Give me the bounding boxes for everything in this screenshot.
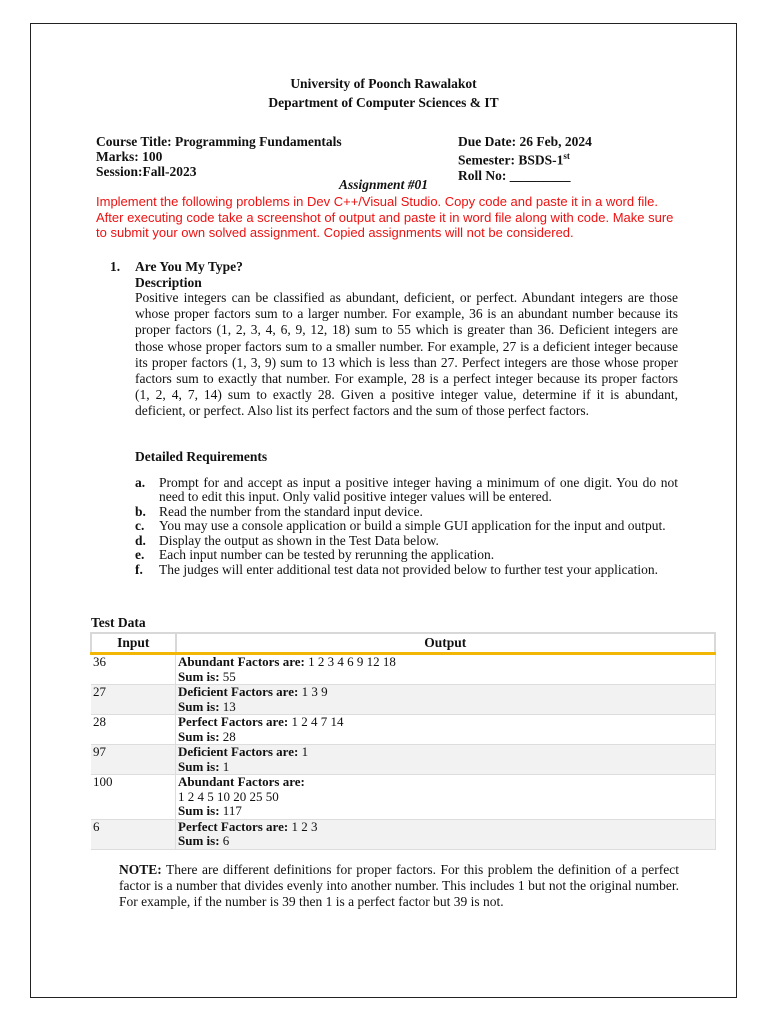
output-cell xyxy=(176,819,716,849)
session: Session:Fall-2023 xyxy=(96,164,197,179)
semester: Semester: BSDS-1st xyxy=(458,151,570,168)
sum-label: Sum is: xyxy=(178,668,220,684)
list-item: a. Prompt for and accept as input a positive integer having a minimum of one digit. You do not need to edit this input. Only valid positive integer values will be entered. xyxy=(135,475,678,504)
sum-label: Sum is: xyxy=(178,758,220,774)
requirements-list xyxy=(135,476,678,577)
input-cell: 100 xyxy=(91,775,176,820)
course-info-right xyxy=(458,134,592,183)
factor-label: Deficient Factors are: xyxy=(178,744,299,759)
sum-value: 117 xyxy=(222,803,242,818)
sum-value: 28 xyxy=(222,728,236,744)
note: NOTE: There are different definitions for proper factors. For this problem the definition of a perfect factor is a number that divides evenly into another number. This includes 1 but not the original number. For example, if the number is 39 then 1 is a perfect factor but 39 is not. xyxy=(119,862,679,909)
input-cell: 36 xyxy=(91,654,176,685)
factor-list: 1 2 4 5 10 20 25 50 xyxy=(178,788,279,804)
factor-label: Perfect Factors are: xyxy=(178,714,289,729)
output-cell xyxy=(176,715,716,745)
problem-description: Positive integers can be classified as abundant, deficient, or perfect. Abundant integers are those whose proper factors sum to a larger number. For example, 36 is an abundant number because its proper factors (1, 2, 3, 4, 6, 9, 12, 18) sum to 55 which is greater than 36. Deficient integers are those whose proper factors sum to a smaller number. For example, 27 is a deficient integer because its proper factors (1, 3, 9) sum to 13 which is less than 27. Perfect integers are those whose proper factors sum to exactly that number. For example, 28 is a perfect integer because its proper factors (1, 2, 4, 7, 14) sum to exactly 28. Given a positive integer value, determine if it is abundant, deficient, or perfect. Also list its perfect factors and the sum of those perfect factors. xyxy=(135,290,678,419)
factor-list: 1 2 3 4 6 9 12 18 xyxy=(308,654,396,669)
sum-value: 55 xyxy=(222,668,236,684)
table-row xyxy=(91,819,715,849)
table-row xyxy=(91,745,715,775)
list-item: f. The judges will enter additional test data not provided below to further test your application. xyxy=(135,561,658,577)
sum-value: 13 xyxy=(222,698,236,714)
assignment-number: Assignment #01 xyxy=(339,177,428,192)
factor-list: 1 3 9 xyxy=(301,684,328,699)
sum-label: Sum is: xyxy=(178,728,220,744)
factor-list: 1 2 3 xyxy=(291,818,318,834)
table-row xyxy=(91,685,715,715)
factor-list: 1 2 4 7 14 xyxy=(291,714,344,729)
instructions: Implement the following problems in Dev C++/Visual Studio. Copy code and paste it in a word file. After executing code take a screenshot of output and paste it in word file along with code. Make sure to submit your own solved assignment. Copied assignments will not be considered. xyxy=(96,194,674,240)
column-header-output: Output xyxy=(176,633,716,654)
sum-label: Sum is: xyxy=(178,833,220,848)
factor-label: Abundant Factors are: xyxy=(178,654,305,669)
table-row xyxy=(91,654,715,685)
sum-value: 6 xyxy=(222,833,230,848)
table-header-row xyxy=(91,633,715,654)
due-date: Due Date: 26 Feb, 2024 xyxy=(458,134,592,149)
test-data-heading: Test Data xyxy=(91,615,146,630)
marks: Marks: 100 xyxy=(96,149,163,164)
sum-label: Sum is: xyxy=(178,698,220,714)
input-cell: 6 xyxy=(91,819,176,849)
output-cell xyxy=(176,685,716,715)
factor-list: 1 xyxy=(301,744,309,759)
input-cell: 97 xyxy=(91,745,176,775)
sum-value: 1 xyxy=(222,758,230,774)
test-data-table xyxy=(90,632,716,850)
factor-label: Abundant Factors are: xyxy=(178,774,305,789)
input-cell: 28 xyxy=(91,715,176,745)
sum-label: Sum is: xyxy=(178,803,220,818)
table-row xyxy=(91,775,715,820)
list-item: c. You may use a console application or build a simple GUI application for the input and output. xyxy=(135,518,666,533)
list-item: d. Display the output as shown in the Test Data below. xyxy=(135,532,439,548)
description-heading: Description xyxy=(135,275,202,290)
factor-label: Deficient Factors are: xyxy=(178,684,299,699)
column-header-input: Input xyxy=(91,633,176,654)
table-row xyxy=(91,715,715,745)
input-cell: 27 xyxy=(91,685,176,715)
university-name: University of Poonch Rawalakot xyxy=(290,76,477,91)
output-cell xyxy=(176,745,716,775)
output-cell xyxy=(176,654,716,685)
department-name: Department of Computer Sciences & IT xyxy=(268,95,499,110)
factor-label: Perfect Factors are: xyxy=(178,818,289,834)
list-item: b. Read the number from the standard input device. xyxy=(135,503,423,519)
course-info-left xyxy=(96,134,342,179)
requirements-heading: Detailed Requirements xyxy=(135,449,268,464)
list-item: e. Each input number can be tested by rerunning the application. xyxy=(135,547,495,562)
problem-number: 1. xyxy=(110,259,121,274)
course-title: Course Title: Programming Fundamentals xyxy=(96,134,342,149)
roll-no: Roll No: _________ xyxy=(458,167,571,183)
problem-title: Are You My Type? xyxy=(135,259,243,274)
output-cell xyxy=(176,775,716,820)
